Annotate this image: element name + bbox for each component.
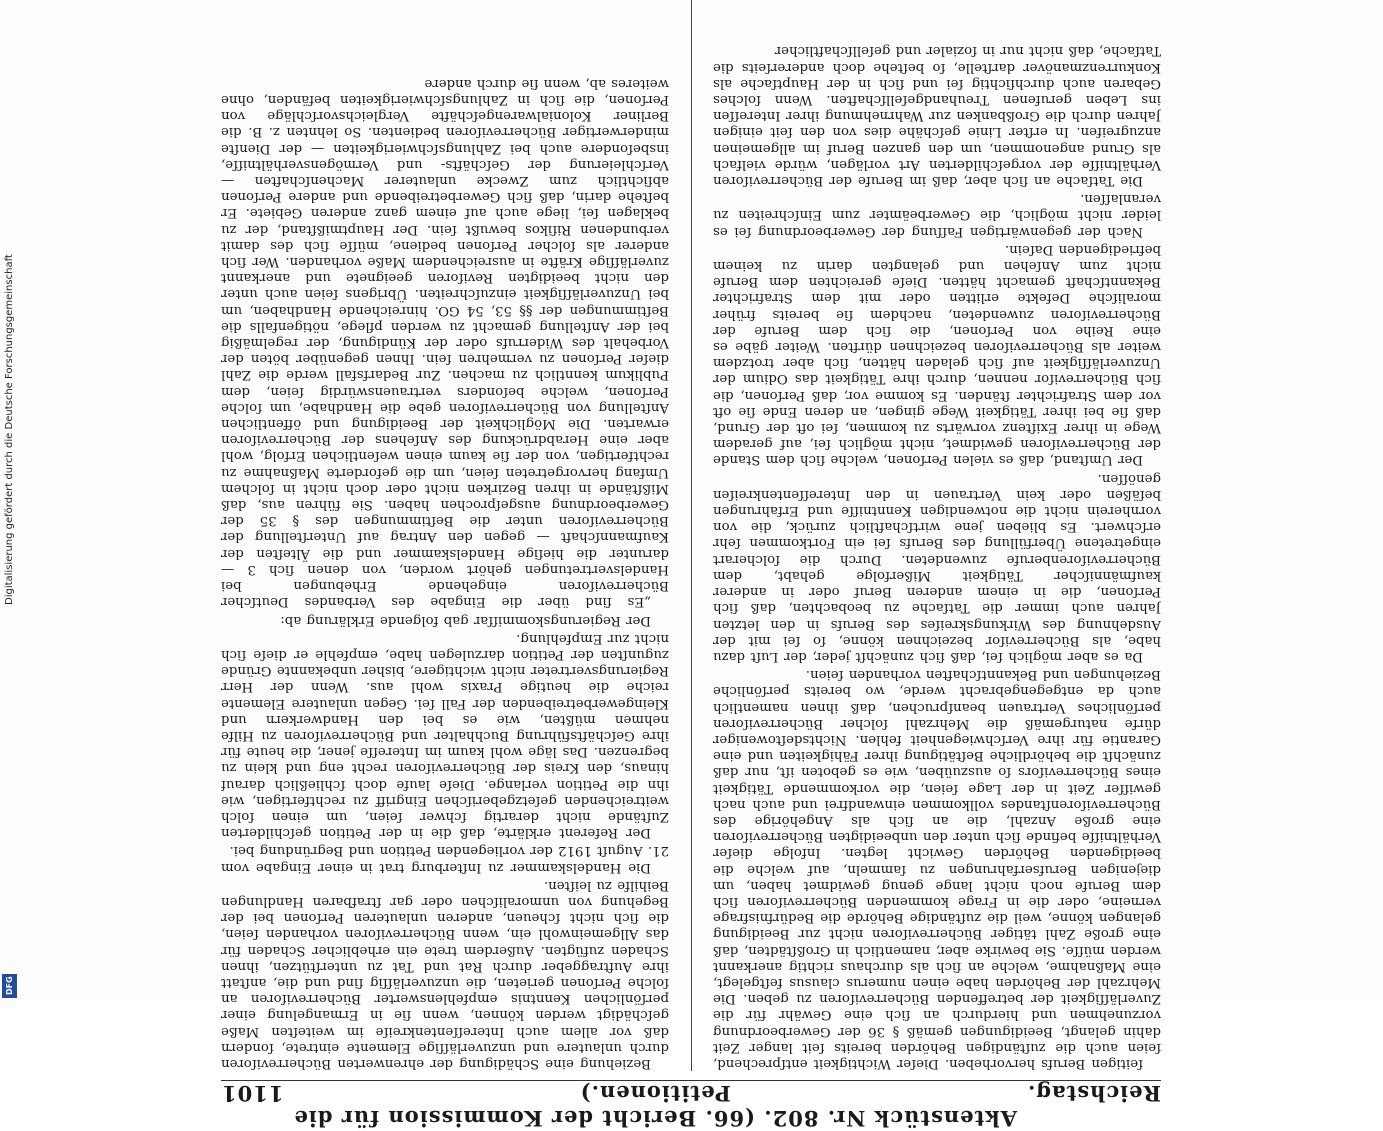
paragraph: Die Handelskammer zu Inſterburg trat in einer Eingabe vom 21. Auguſt 1912 der vorliegenden Petition und Begründung bei. bbox=[221, 843, 669, 875]
right-column bbox=[221, 0, 669, 1071]
credit-text: Digitalisierung gefördert durch die Deutsche Forschungsgemeinschaft bbox=[3, 254, 15, 605]
paragraph: „Es ſind über die Eingabe des Verbandes Deutſcher Bücherreviſoren eingehende Erhebungen bei Handelsvertretungen gehört worden, von denen ſich 3 — darunter die hieſige Handelskammer und die Älteſten der Kaufmannſchaft — gegen den Antrag auf Unterſtellung der Bücherreviſoren unter die Beſtimmungen des § 35 der Gewerbeordnung ausgeſprochen haben. Sie führen aus, daß Mißſtände in ihren Bezirken nicht oder doch nicht in ſolchem Umfang hervorgetreten ſeien, um die geforderte Maßnahme zu rechtfertigen, von der ſie kaum einen weſentlichen Erfolg, wohl aber eine Herabdrückung des Anſehens der Bücherreviſoren erwarten. Die Möglichkeit der Beeidigung und öffentlichen Anſtellung von Bücherreviſoren gebe die Handhabe, um ſolche Perſonen, welche beſonders vertrauenswürdig ſeien, dem Publikum kenntlich zu machen. Zur Bedarfsfall werde die Zahl dieſer Perſonen zu vermehren ſein. Ihnen gegenüber böten der Vorbehalt des Widerrufs oder der Kündigung, der regelmäßig bei der Anſtellung gemacht zu werden pflege, nötigenfalls die Beſtimmungen der §§ 53, 54 GO. hinreichende Handhaben, um bei Unzuverläſſigkeit einzuſchreiten. Übrigens ſeien auch unter den nicht beeidigten Reviſoren geeignete und anerkannt zuverläſſige Kräfte in ausreichendem Maße vorhanden. Wer ſich anderer als ſolcher Perſonen bediene, müſſe ſich des damit verbundenen Riſikos bewußt ſein. Der Hauptmißſtand, der zu beklagen ſei, liege auch auf einem ganz anderen Gebiete. Er beſtehe darin, daß ſich Gewerbetreibende und andere Perſonen abſichtlich zum Zwecke unlauterer Machenſchaften — Verſchleierung der Geſchäfts- und Vermögensverhältniſſe, insbeſondere auch bei Zahlungsſchwierigkeiten — der Dienſte minderwertiger Bücherreviſoren bedienten. So lehnten z. B. die Berliner Kolonialwarengeſchäfte Vergleichsvorſchläge von Perſonen, die ſich in Zahlungsſchwierigkeiten befänden, ohne weiteres ab, wenn ſie durch andere bbox=[221, 75, 669, 610]
paragraph: ſeitigen Berufs hervorheben. Dieſer Wichtigkeit entſprechend, ſeien auch die zuſtändigen Behörden bereits ſeit langer Zeit dahin gelangt, Beeidigungen gemäß § 36 der Gewerbeordnung vorzunehmen und hierdurch an ſich eine Gewähr für die Zuverläſſigkeit der betreffenden Bücherreviſoren zu geben. Die Mehrzahl der Behörden habe einen numerus clausus feſtgelegt, eine Maßnahme, welche an ſich als durchaus richtig anerkannt werden müſſe. Sie bewirke aber, namentlich in Großſtädten, daß eine große Zahl tätiger Bücherreviſoren nicht zur Beeidigung gelangen könne, weil die zuſtändige Behörde die Bedürfnisfrage verneine, oder die in Frage kommenden Bücherreviſoren ſich dem Berufe noch nicht lange genug gewidmet haben, um diejenigen Berufserfahrungen zu ſammeln, auf welche die beeidigenden Behörden Gewicht legten. Infolge dieſer Verhältniſſe befinde ſich unter den unbeeidigten Bücherreviſoren eine große Anzahl, die an ſich als Angehörige des Bücherreviſorenſtandes vollkommen einwandfrei und auch nach gewiſſer Zeit in der Lage ſeien, die vorkommende Tätigkeit eines Bücherreviſors ſo auszuüben, wie es geboten iſt, nur daß zunächſt die behördliche Beſtätigung ihrer Fähigkeiten und eine Garantie für ihre Verſchwiegenheit fehlen. Nichtsdeſtoweniger dürfe naturgemäß die Mehrzahl ſolcher Bücherreviſoren perſönliches Vertrauen beanſpruchen, daß ihnen namentlich auch da entgegengebracht werde, wo bereits perſönliche Beziehungen und Bekanntſchaften vorhanden ſeien. bbox=[713, 667, 1161, 1071]
left-column bbox=[713, 0, 1161, 1071]
paragraph: Beziehung eine Schädigung der ehrenwerten Bücherreviſoren durch unlautere und unzuverläſſige Elemente eintrete, ſondern daß vor allem auch Intereſſentenkreiſe im weiteſten Maße geſchädigt werden können, wenn ſie in Ermangelung einer perſönlichen Kenntnis empfehlenswerter Bücherreviſoren an ſolche Perſonen gerieten, die unzuverläſſig ſind und die, anſtatt ihre Auftraggeber durch Rat und Tat zu unterſtützen, ihnen Schaden zufügten. Außerdem trete ein erheblicher Schaden für das Allgemeinwohl ein, wenn Bücherreviſoren vorhanden ſeien, die ſich nicht ſcheuen, anderen unlauteren Perſonen bei der Begehung von unmoraliſchen oder gar ſtrafbaren Handlungen Beihilfe zu leiſten. bbox=[221, 877, 669, 1071]
column-divider bbox=[691, 0, 692, 1071]
paragraph: Der Regierungskommiſſar gab folgende Erklärung ab: bbox=[280, 612, 651, 628]
paragraph: Der Referent erklärte, daß die in der Petition geſchilderten Zuſtände nicht derartig ſchwer ſeien, um einen ſolch weitreichenden geſetzgeberiſchen Eingriff zu rechtfertigen, wie ihn die Petition verlange. Dieſe laufe doch ſchließlich darauf hinaus, den Kreis der Bücherreviſoren recht eng und klein zu begrenzen. Das läge wohl kaum im Intereſſe jener, die heute für ihre Geſchäftsführung Buchhalter und Bücherreviſoren zu Hilfe nehmen müßten, wie es bei den Handwerkern und Kleingewerbetreibenden der Fall ſei. Gegen unlautere Elemente reiche die heutige Praxis wohl aus. Wenn der Herr Regierungsvertreter nicht wichtigere, bisher unbekannte Gründe zugunſten der Petition darzulegen habe, empfehle er dieſe ſich nicht zur Empfehlung. bbox=[221, 630, 669, 841]
paragraph: Die Tatſache an ſich aber, daß im Berufe der Bücherreviſoren Verhältniſſe der vorgeſchilderten Art vorlägen, würde vielfach als Grund angenommen, um den ganzen Beruf im allgemeinen anzugreifen. In erſter Linie geſchähe dies von den ſeit einigen Jahren durch die Großbanken zur Wahrnehmung ihrer Intereſſen ins Leben gerufenen Treuhandgeſellſchaften. Wenn ſolches Gebaren auch durchſichtig ſei und ſich in der Hauptſache als Konkurrenzmanöver darſtelle, ſo beſtehe doch andererſeits die Tatſache, daß nicht nur in ſozialer und geſellſchaftlicher bbox=[713, 43, 1161, 189]
dfg-logo: DFG bbox=[2, 974, 17, 998]
digitization-credit bbox=[2, 225, 16, 605]
paragraph: Da es aber möglich ſei, daß ſich zunächſt jeder, der Luſt dazu habe, als Bücherreviſor bezeichnen könne, ſo ſei mit der Ausdehnung des Wirkungskreiſes des Berufs in den letzten Jahren auch immer die Tatſache zu beobachten, daß ſich Perſonen, die in einem anderen Beruf oder in anderer kaufmänniſcher Tätigkeit Mißerfolge gehabt, dem Bücherreviſorenberufe zuwendeten. Durch die ſolcherart eingetretene Überfüllung des Berufs ſei ein Fortkommen ſehr erſchwert. Es blieben jene wirtſchaftlich zurück, die von vornherein nicht die notwendigen Kenntniſſe und Erfahrungen beſäßen oder kein Vertrauen in den Intereſſentenkreiſen genöſſen. bbox=[713, 470, 1161, 664]
paragraph: Der Umſtand, daß es vielen Perſonen, welche ſich dem Stande der Bücherreviſoren gewidmet, nicht möglich ſei, auf geradem Wege in ihrer Exiſtenz vorwärts zu kommen, ſei oft der Grund, daß ſie bei ihrer Tätigkeit Wege gingen, an deren Ende ſie oft vor dem Strafrichter ſtänden. Es komme vor, daß Perſonen, die ſich Bücherreviſor nennen, durch ihre Tätigkeit das Odium der Unzuverläſſigkeit auf ſich geladen hätten, ſich aber trotzdem weiter als Bücherreviſoren bezeichnen dürften. Weiter gäbe es eine Reihe von Perſonen, die ſich dem Berufe der Bücherreviſoren zuwendeten, nachdem ſie bereits früher moraliſche Defekte erlitten oder mit dem Strafrichter Bekanntſchaft gemacht hätten. Dieſe gereichten dem Berufe nicht zum Anſehen und gelangten darin zu keinem befriedigenden Daſein. bbox=[713, 241, 1161, 468]
header-title: Aktenstück Nr. 802. (66. Bericht der Kommission für die Petitionen.) bbox=[293, 1081, 1018, 1131]
page-number: 1101 bbox=[221, 1081, 284, 1106]
paragraph: Nach der gegenwärtigen Faſſung der Gewerbeordnung ſei es leider nicht möglich, die Gewerbeämter zum Einſchreiten zu veranlaſſen. bbox=[713, 191, 1161, 239]
rotated-document-sheet bbox=[221, 0, 1161, 1131]
header-left: Reichstag. bbox=[1027, 1081, 1161, 1106]
page-header bbox=[221, 1080, 1161, 1131]
